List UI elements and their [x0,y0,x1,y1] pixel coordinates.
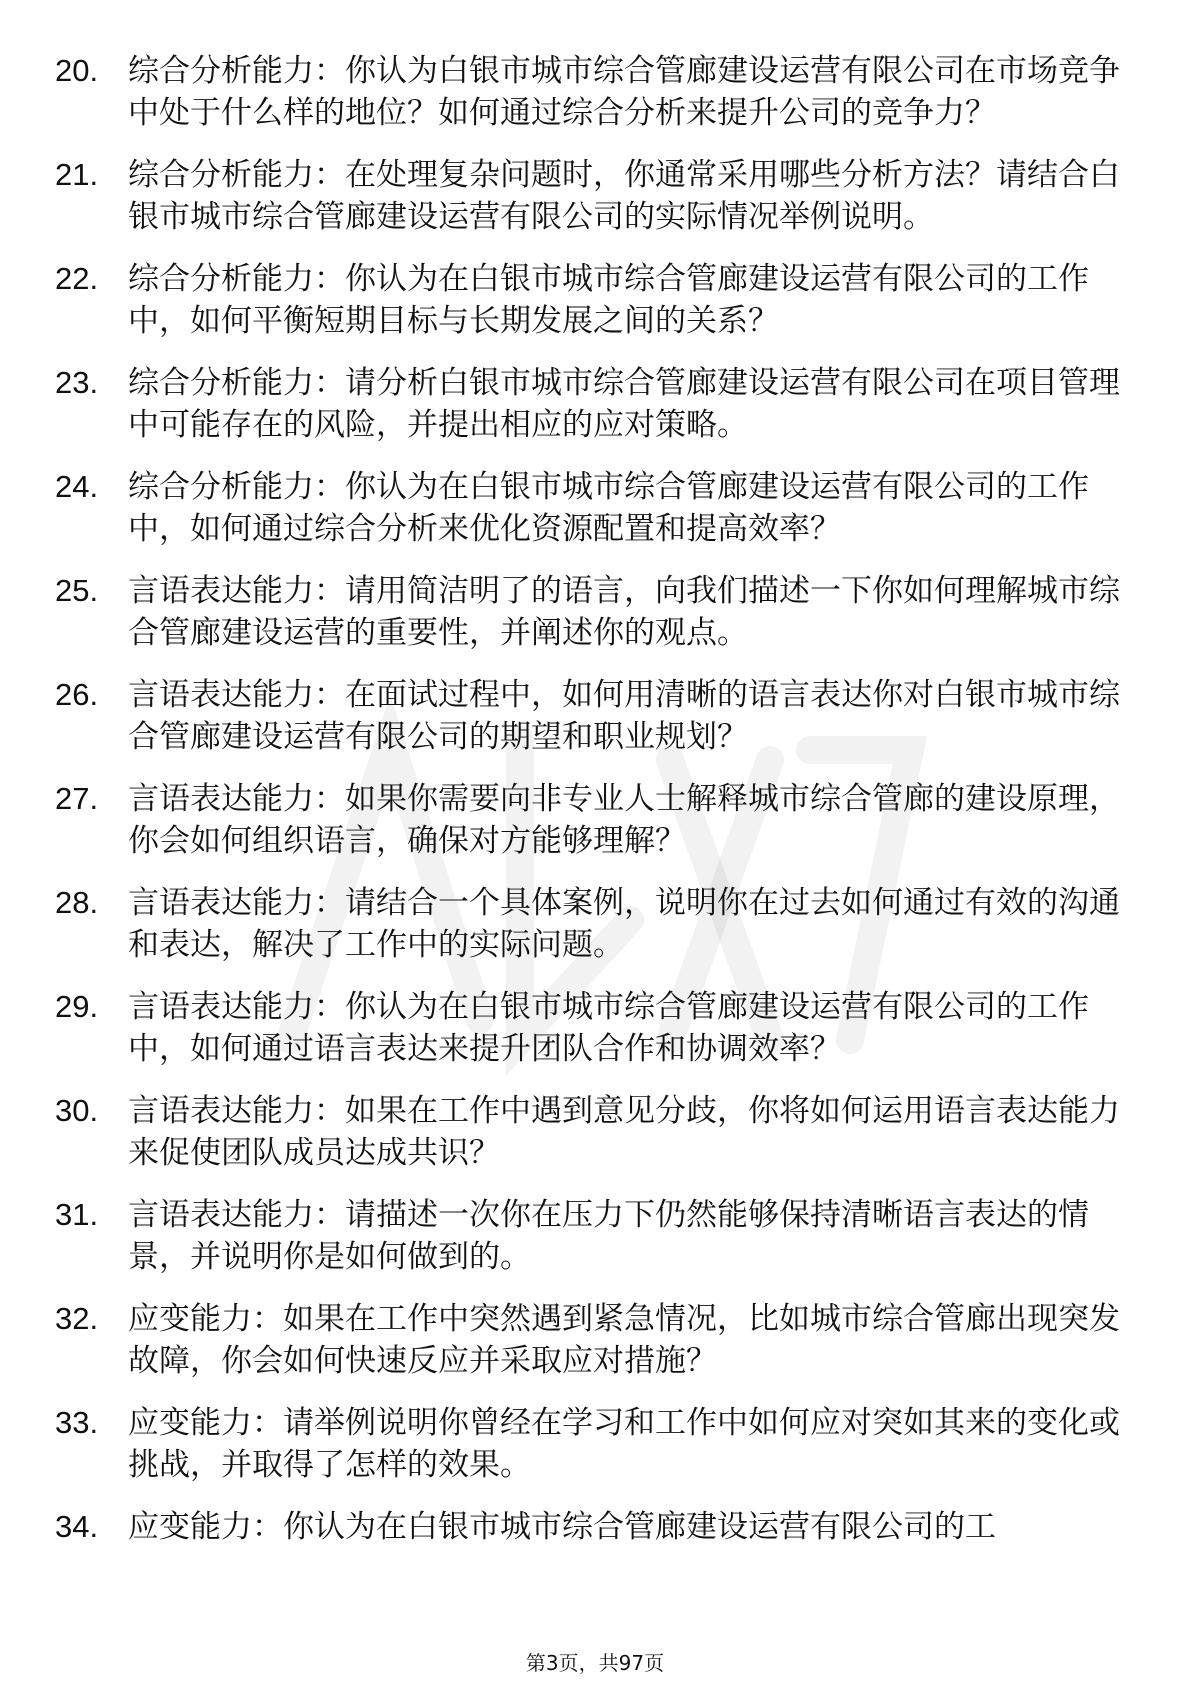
question-text: 综合分析能力：你认为白银市城市综合管廊建设运营有限公司在市场竞争中处于什么样的地位？如何通过综合分析来提升公司的竞争力？ [128,53,1120,131]
question-item [0,50,1190,134]
question-number: 22. [55,261,99,296]
question-text: 综合分析能力：你认为在白银市城市综合管廊建设运营有限公司的工作中，如何通过综合分析来优化资源配置和提高效率？ [128,469,1089,547]
question-number: 27. [55,781,99,816]
question-text: 言语表达能力：在面试过程中，如何用清晰的语言表达你对白银市城市综合管廊建设运营有限公司的期望和职业规划？ [128,677,1120,755]
page-number-footer: 第3页，共97页 [525,1651,665,1675]
question-item [0,154,1190,238]
question-item [0,1194,1190,1278]
question-text: 应变能力：请举例说明你曾经在学习和工作中如何应对突如其来的变化或挑战，并取得了怎样的效果。 [128,1405,1120,1483]
question-item [0,1402,1190,1486]
question-text: 言语表达能力：请用简洁明了的语言，向我们描述一下你如何理解城市综合管廊建设运营的重要性，并阐述你的观点。 [128,573,1120,651]
question-number: 28. [55,885,99,920]
question-number: 23. [55,365,99,400]
question-number: 30. [55,1093,99,1128]
question-number: 33. [55,1405,99,1440]
question-item [0,1298,1190,1382]
question-text: 应变能力：你认为在白银市城市综合管廊建设运营有限公司的工 [128,1509,996,1545]
question-item [0,258,1190,342]
question-item [0,674,1190,758]
question-number: 31. [55,1197,99,1232]
question-number: 32. [55,1301,99,1336]
question-number: 24. [55,469,99,504]
question-text: 综合分析能力：请分析白银市城市综合管廊建设运营有限公司在项目管理中可能存在的风险，并提出相应的应对策略。 [128,365,1120,443]
question-number: 21. [55,157,99,192]
question-item [0,778,1190,862]
question-text: 综合分析能力：在处理复杂问题时，你通常采用哪些分析方法？请结合白银市城市综合管廊建设运营有限公司的实际情况举例说明。 [128,157,1120,235]
question-number: 20. [55,53,99,88]
question-text: 言语表达能力：请描述一次你在压力下仍然能够保持清晰语言表达的情景，并说明你是如何做到的。 [128,1197,1089,1275]
question-text: 言语表达能力：你认为在白银市城市综合管廊建设运营有限公司的工作中，如何通过语言表达来提升团队合作和协调效率？ [128,989,1089,1067]
question-item [0,1506,1190,1548]
question-text: 应变能力：如果在工作中突然遇到紧急情况，比如城市综合管廊出现突发故障，你会如何快速反应并采取应对措施？ [128,1301,1120,1379]
question-number: 29. [55,989,99,1024]
question-number: 25. [55,573,99,608]
question-item [0,466,1190,550]
question-text: 言语表达能力：如果在工作中遇到意见分歧，你将如何运用语言表达能力来促使团队成员达成共识？ [128,1093,1120,1171]
question-text: 综合分析能力：你认为在白银市城市综合管廊建设运营有限公司的工作中，如何平衡短期目标与长期发展之间的关系？ [128,261,1089,339]
question-item [0,570,1190,654]
question-text: 言语表达能力：请结合一个具体案例，说明你在过去如何通过有效的沟通和表达，解决了工作中的实际问题。 [128,885,1120,963]
question-item [0,1090,1190,1174]
question-item [0,882,1190,966]
question-number: 26. [55,677,99,712]
question-text: 言语表达能力：如果你需要向非专业人士解释城市综合管廊的建设原理，你会如何组织语言，确保对方能够理解？ [128,781,1120,859]
question-list [0,50,1190,1568]
question-item [0,362,1190,446]
question-number: 34. [55,1509,99,1544]
question-item [0,986,1190,1070]
